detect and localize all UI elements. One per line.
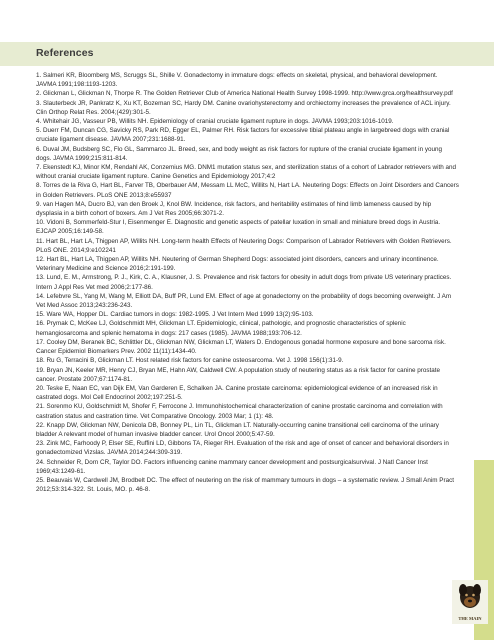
reference-item: 11. Hart BL, Hart LA, Thigpen AP, Willits NH. Long-term health Effects of Neutering Dogs: Comparison of Labrador Retrievers with Golden Retrievers. PLoS ONE. 2014;9:e102241 [36, 237, 452, 254]
reference-item: 2. Glickman L, Glickman N, Thorpe R. The Golden Retriever Club of America National Health Survey 1998-1999. http://www.grca.org/healthsurvey.pdf [36, 90, 453, 98]
reference-item: 4. Whitehair JG, Vasseur PB, Willits NH. Epidemiology of cranial cruciate ligament rupture in dogs. JAVMA 1993;203:1016-1019. [36, 118, 394, 126]
reference-item: 8. Torres de la Riva G, Hart BL, Farver TB, Oberbauer AM, Messam LL McC, Willits N, Hart LA. Neutering Dogs: Effects on Joint Disorders and Cancers in Golden Retrievers. PLoS ONE 2013;8:e55937 [36, 182, 459, 199]
reference-item: 1. Salmeri KR, Bloomberg MS, Scruggs SL, Shille V. Gonadectomy in immature dogs: effects on skeletal, physical, and behavioral development. JAVMA 1991;198:1193-1203. [36, 72, 438, 89]
reference-item: 18. Ru G, Terracini B, Glickman LT. Host related risk factors for canine osteosarcoma. Vet J. 1998 156(1):31-9. [36, 357, 344, 365]
reference-item: 5. Duerr FM, Duncan CG, Savicky RS, Park RD, Egger EL, Palmer RH. Risk factors for excessive tibial plateau angle in largebreed dogs with cranial cruciate ligament disease. JAVMA 2007;231:1688-91. [36, 127, 450, 144]
reference-item: 13. Lund, E. M., Armstrong, P. J., Kirk, C. A., Klausner, J. S. Prevalence and risk factors for obesity in adult dogs from private US veterinary practices. Intern J Appl Res Vet med 2006;2:177-86. [36, 274, 452, 291]
reference-item: 6. Duval JM, Budsberg SC, Flo GL, Sammarco JL. Breed, sex, and body weight as risk factors for rupture of the cranial cruciate ligament in young dogs. JAVMA 1999;215:811-814. [36, 145, 442, 162]
reference-item: 14. Lefebvre SL, Yang M, Wang M, Elliott DA, Buff PR, Lund EM. Effect of age at gonadectomy on the probability of dogs becoming overweight. J Am Vet Med Assoc 2013;243:236-243. [36, 292, 452, 310]
reference-item: 16. Prymak C, McKee LJ, Goldschmidt MH, Glickman LT. Epidemiologic, clinical, pathologic, and prognostic characteristics of splenic hemangiosarcoma and splenic hematoma in dogs: 217 cases (1985). JAVMA 1988;193:706-12. [36, 320, 406, 337]
page-title: References [36, 47, 94, 59]
logo-text: THE MAIN [458, 616, 482, 621]
reference-item: 22. Knapp DW, Glickman NW, Denicola DB, Bonney PL, Lin TL, Glickman LT. Naturally-occurring canine transitional cell carcinoma of the urinary bladder A relevant model of human invasive bladder cancer. Urol Oncol 2000;5:47-59. [36, 421, 439, 438]
reference-item: 25. Beauvais W, Cardwell JM, Brodbelt DC. The effect of neutering on the risk of mammary tumours in dogs – a systematic review. J Small Anim Pract 2012;53:314-322. St. Louis, MO. p. 46-8. [36, 476, 454, 494]
reference-item: 23. Zink MC, Farhoody P, Elser SE, Ruffini LD, Gibbons TA, Rieger RH. Evaluation of the risk and age of onset of cancer and behavioral disorders in gonadectomized Vizslas. JAVMA 2014;244:309-319. [36, 440, 449, 457]
reference-item: 7. Ekenstedt KJ, Minor KM, Rendahl AK, Conzemius MG. DNM1 mutation status sex, and sterilization status of a cohort of Labrador retrievers with and without cranial cruciate ligament rupture. Canine Genetics and Epidemiology 2017;4:2 [36, 164, 456, 181]
dog-logo-icon [452, 580, 488, 624]
reference-item: 17. Cooley DM, Beranek BC, Schlittler DL, Glickman NW, Glickman LT, Waters D. Endogenous gonadal hormone exposure and bone sarcoma risk. Cancer Epidemiol Biomarkers Prev. 2002 11(11):1434-40. [36, 338, 446, 356]
reference-item: 3. Slauterbeck JR, Pankratz K, Xu KT, Bozeman SC, Hardy DM. Canine ovariohysterectomy and orchiectomy increases the prevalence of ACL injury. Clin Orthop Relat Res. 2004;(429):301-5. [36, 99, 451, 116]
reference-item: 21. Sorenmo KU, Goldschmidt M, Shofer F, Ferrocone J. Immunohistochemical characterization of canine prostatic carcinoma and correlation with castration status and castration time. Vet Comparative Oncology. 2003 Mar; 1 (1): 48. [36, 403, 443, 420]
reference-list [36, 71, 459, 494]
reference-item: 20. Teske E, Naan EC, van Dijk EM, Van Garderen E, Schalken JA. Canine prostate carcinoma: epidemiological evidence of an increased risk in castrated dogs. Mol Cell Endocrinol 2002;197:251-5. [36, 384, 438, 402]
reference-item: 9. van Hagen MA, Ducro BJ, van den Broek J, Knol BW. Incidence, risk factors, and heritability estimates of hind limb lameness caused by hip dysplasia in a birth cohort of boxers. Am J Vet Res 2005;66:3071-2. [36, 200, 432, 218]
reference-item: 24. Schneider R, Dorn CR, Taylor DO. Factors influencing canine mammary cancer development and postsurgicalsurvival. J Natl Cancer Inst 1969;43:1249-61. [36, 458, 428, 475]
reference-item: 12. Hart BL, Hart LA, Thigpen AP, Willits NH. Neutering of German Shepherd Dogs: associated joint disorders, cancers and urinary incontinence. Veterinary Medicine and Science 2016;2:191-199. [36, 256, 439, 273]
reference-item: 10. Vidoni B, Sommerfeld-Stur I, Eisenmenger E. Diagnostic and genetic aspects of patellar luxation in small and miniature breed dogs in Austria. EJCAP 2005;16:149-58. [36, 219, 441, 236]
reference-item: 15. Ware WA, Hopper DL. Cardiac tumors in dogs: 1982-1995. J Vet Intern Med 1999 13(2):95-103. [36, 311, 314, 319]
reference-item: 19. Bryan JN, Keeler MR, Henry CJ, Bryan ME, Hahn AW, Caldwell CW. A population study of neutering status as a risk factor for canine prostate cancer. Prostate 2007;67:1174-81. [36, 366, 440, 383]
